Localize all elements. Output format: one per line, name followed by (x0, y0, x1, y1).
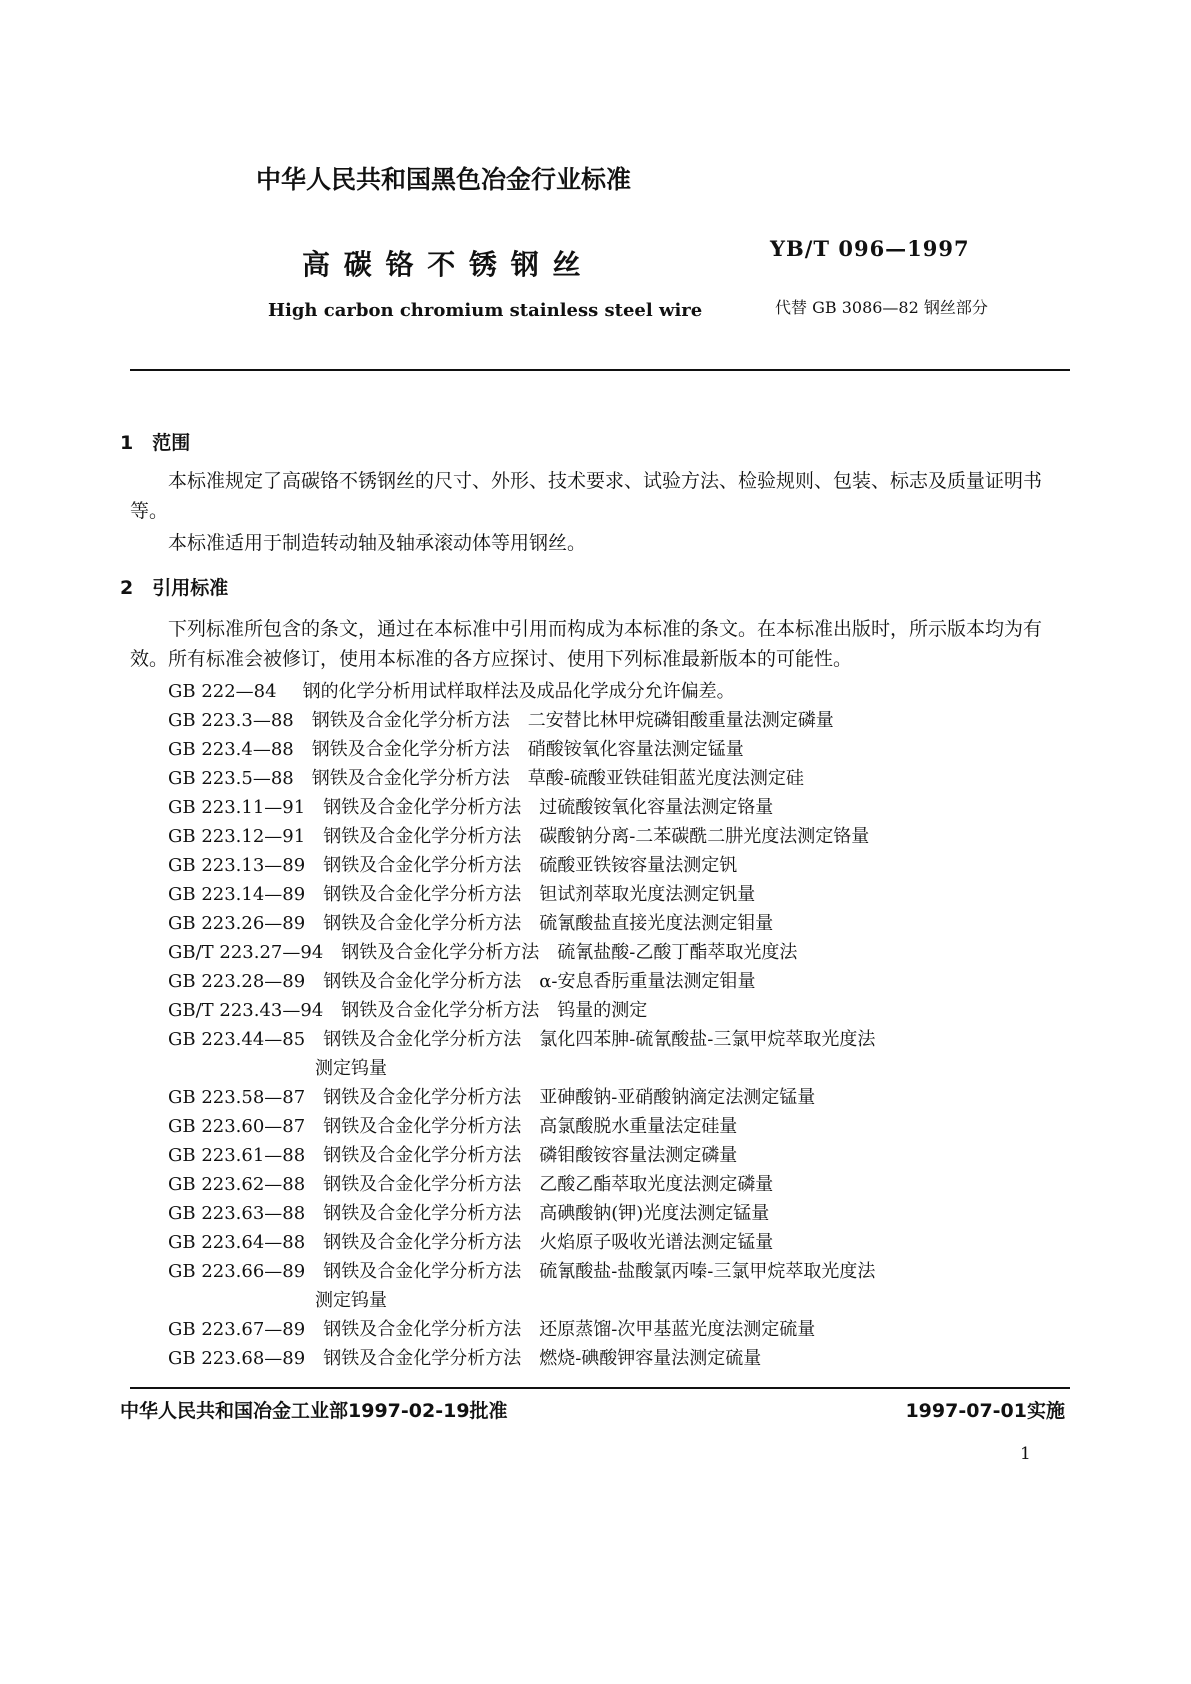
reference-code: GB 223.58—87 (168, 1087, 306, 1108)
reference-category: 钢铁及合金化学分析方法 (323, 1232, 522, 1253)
reference-code: GB 223.61—88 (168, 1145, 306, 1166)
reference-item (168, 1316, 815, 1344)
reference-category: 钢铁及合金化学分析方法 (323, 971, 522, 992)
reference-code: GB 223.68—89 (168, 1348, 306, 1369)
reference-item (168, 939, 797, 967)
reference-category: 钢铁及合金化学分析方法 (323, 1348, 522, 1369)
reference-category: 钢铁及合金化学分析方法 (311, 768, 510, 789)
reference-method: 氯化四苯胂-硫氰酸盐-三氯甲烷萃取光度法 (539, 1029, 876, 1050)
reference-code: GB 222—84 (168, 681, 277, 702)
reference-code: GB/T 223.43—94 (168, 1000, 324, 1021)
reference-method: 亚砷酸钠-亚硝酸钠滴定法测定锰量 (539, 1087, 816, 1108)
reference-item (168, 1258, 875, 1286)
reference-category: 钢铁及合金化学分析方法 (311, 739, 510, 760)
reference-item (168, 968, 755, 996)
section-1-para-1: 本标准规定了高碳铬不锈钢丝的尺寸、外形、技术要求、试验方法、检验规则、包装、标志及质量证明书等。 (130, 470, 1043, 522)
reference-code: GB 223.3—88 (168, 710, 294, 731)
reference-category: 钢铁及合金化学分析方法 (323, 1145, 522, 1166)
reference-category: 钢铁及合金化学分析方法 (323, 913, 522, 934)
section-2-heading: 2 引用标准 (120, 577, 229, 599)
reference-item (168, 1171, 773, 1199)
reference-item (168, 852, 737, 880)
reference-method: 硫氰盐酸-乙酸丁酯萃取光度法 (557, 942, 798, 963)
reference-method: 磷钼酸铵容量法测定磷量 (539, 1145, 738, 1166)
reference-method: 钢的化学分析用试样取样法及成品化学成分允许偏差。 (302, 681, 735, 702)
section-2-para-1: 下列标准所包含的条文，通过在本标准中引用而构成为本标准的条文。在本标准出版时，所示版本均为有效。所有标准会被修订，使用本标准的各方应探讨、使用下列标准最新版本的可能性。 (130, 618, 1043, 670)
reference-method: 乙酸乙酯萃取光度法测定磷量 (539, 1174, 774, 1195)
reference-category: 钢铁及合金化学分析方法 (323, 1174, 522, 1195)
reference-item (168, 765, 804, 793)
replaces-note: 代替 GB 3086—82 钢丝部分 (775, 298, 988, 317)
reference-code: GB 223.67—89 (168, 1319, 306, 1340)
reference-category: 钢铁及合金化学分析方法 (323, 1029, 522, 1050)
reference-item (168, 707, 834, 735)
reference-code: GB/T 223.27—94 (168, 942, 324, 963)
reference-code: GB 223.11—91 (168, 797, 306, 818)
reference-item (168, 794, 773, 822)
reference-method: 碳酸钠分离-二苯碳酰二肼光度法测定铬量 (539, 826, 870, 847)
reference-category: 钢铁及合金化学分析方法 (323, 884, 522, 905)
reference-category: 钢铁及合金化学分析方法 (341, 942, 540, 963)
reference-item (168, 1026, 875, 1054)
reference-category: 钢铁及合金化学分析方法 (323, 797, 522, 818)
reference-item (168, 1229, 773, 1257)
reference-method: 硝酸铵氧化容量法测定锰量 (527, 739, 744, 760)
reference-code: GB 223.64—88 (168, 1232, 306, 1253)
reference-method: 钽试剂萃取光度法测定钒量 (539, 884, 756, 905)
reference-category: 钢铁及合金化学分析方法 (323, 855, 522, 876)
reference-code: GB 223.44—85 (168, 1029, 306, 1050)
reference-category: 钢铁及合金化学分析方法 (323, 1319, 522, 1340)
approval-note: 中华人民共和国冶金工业部1997-02-19批准 (120, 1400, 508, 1422)
reference-category: 钢铁及合金化学分析方法 (323, 1203, 522, 1224)
reference-method: 高氯酸脱水重量法定硅量 (539, 1116, 738, 1137)
reference-category: 钢铁及合金化学分析方法 (341, 1000, 540, 1021)
footer-rule (130, 1387, 1070, 1389)
section-1-para-2: 本标准适用于制造转动轴及轴承滚动体等用钢丝。 (168, 532, 587, 554)
reference-method: 硫氰酸盐直接光度法测定钼量 (539, 913, 774, 934)
reference-item (168, 910, 773, 938)
reference-category: 钢铁及合金化学分析方法 (323, 826, 522, 847)
reference-method: α-安息香肟重量法测定钼量 (539, 971, 756, 992)
reference-item-continuation: 测定钨量 (315, 1290, 387, 1311)
standard-number: YB/T 096—1997 (770, 236, 970, 261)
reference-item (168, 1113, 737, 1141)
reference-item (168, 881, 755, 909)
reference-code: GB 223.5—88 (168, 768, 294, 789)
reference-method: 草酸-硫酸亚铁硅钼蓝光度法测定硅 (527, 768, 804, 789)
reference-item (168, 678, 735, 706)
reference-code: GB 223.60—87 (168, 1116, 306, 1137)
reference-item (168, 1345, 761, 1373)
reference-item (168, 736, 744, 764)
reference-item (168, 1084, 815, 1112)
reference-category: 钢铁及合金化学分析方法 (323, 1261, 522, 1282)
reference-method: 燃烧-碘酸钾容量法测定硫量 (539, 1348, 762, 1369)
reference-method: 二安替比林甲烷磷钼酸重量法测定磷量 (527, 710, 834, 731)
reference-code: GB 223.14—89 (168, 884, 306, 905)
reference-code: GB 223.62—88 (168, 1174, 306, 1195)
section-1-heading: 1 范围 (120, 432, 191, 454)
reference-method: 硫酸亚铁铵容量法测定钒 (539, 855, 738, 876)
reference-method: 硫氰酸盐-盐酸氯丙嗪-三氯甲烷萃取光度法 (539, 1261, 876, 1282)
reference-item-continuation: 测定钨量 (315, 1058, 387, 1079)
page-number: 1 (1020, 1444, 1031, 1464)
effective-date: 1997-07-01实施 (905, 1400, 1065, 1422)
reference-code: GB 223.28—89 (168, 971, 306, 992)
title-en: High carbon chromium stainless steel wire (268, 300, 703, 321)
reference-category: 钢铁及合金化学分析方法 (311, 710, 510, 731)
standard-category: 中华人民共和国黑色冶金行业标准 (256, 165, 632, 194)
reference-code: GB 223.66—89 (168, 1261, 306, 1282)
reference-item (168, 1200, 769, 1228)
reference-method: 钨量的测定 (557, 1000, 648, 1021)
header-rule (130, 369, 1070, 371)
reference-code: GB 223.12—91 (168, 826, 306, 847)
reference-category: 钢铁及合金化学分析方法 (323, 1087, 522, 1108)
reference-code: GB 223.26—89 (168, 913, 306, 934)
reference-item (168, 823, 869, 851)
reference-method: 火焰原子吸收光谱法测定锰量 (539, 1232, 774, 1253)
reference-method: 过硫酸铵氧化容量法测定铬量 (539, 797, 774, 818)
title-cn: 高 碳 铬 不 锈 钢 丝 (302, 248, 583, 281)
reference-code: GB 223.63—88 (168, 1203, 306, 1224)
reference-item (168, 1142, 737, 1170)
reference-code: GB 223.13—89 (168, 855, 306, 876)
reference-code: GB 223.4—88 (168, 739, 294, 760)
reference-category: 钢铁及合金化学分析方法 (323, 1116, 522, 1137)
reference-method: 还原蒸馏-次甲基蓝光度法测定硫量 (539, 1319, 816, 1340)
reference-item (168, 997, 647, 1025)
reference-method: 高碘酸钠(钾)光度法测定锰量 (539, 1203, 770, 1224)
